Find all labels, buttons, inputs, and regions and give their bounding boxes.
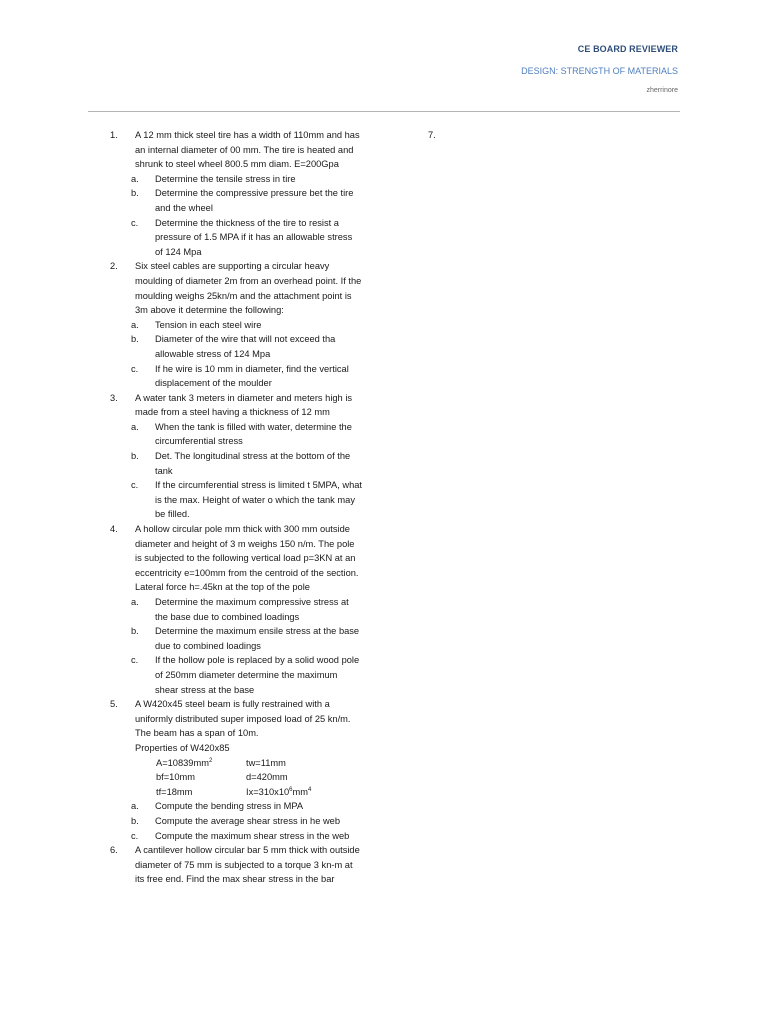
question-5 (110, 697, 362, 755)
sub-text: Compute the maximum shear stress in the web (155, 830, 350, 841)
sub-item (110, 172, 362, 187)
sub-label: a. (131, 801, 139, 812)
sub-text: When the tank is filled with water, determine the circumferential stress (155, 421, 352, 447)
sub-text: Determine the maximum compressive stress at the base due to combined loadings (155, 597, 349, 622)
sub-label: b. (131, 626, 139, 637)
question-7-number: 7. (428, 130, 436, 140)
sub-item (110, 362, 362, 391)
sub-text: If the hollow pole is replaced by a solid wood pole of 250mm diameter determine the maximum shear stress at the base (155, 655, 360, 695)
question-1 (110, 128, 362, 172)
sub-item (110, 829, 362, 844)
properties-table (110, 756, 362, 800)
sub-text: Det. The longitudinal stress at the bottom of the tank (155, 451, 351, 476)
sub-item (110, 216, 362, 260)
sub-text: Compute the average shear stress in he web (155, 815, 341, 826)
sub-label: c. (131, 830, 139, 841)
question-text: A 12 mm thick steel tire has a width of 110mm and has an internal diameter of 00 mm. The tire is heated and shrunk to steel wheel 800.5 mm diam. E=200Gpa (135, 130, 360, 170)
question-text: A W420x45 steel beam is fully restrained with a uniformly distributed super imposed load of 25 kn/m. The beam has a span of 10m. (135, 699, 351, 739)
right-column (428, 128, 436, 143)
question-2 (110, 259, 362, 317)
question-text: Six steel cables are supporting a circular heavy moulding of diameter 2m from an overhead point. If the moulding weighs 25kn/m and the attachment point is 3m above it determine the following: (135, 261, 362, 316)
properties-title: Properties of W420x85 (135, 742, 230, 753)
sub-label: b. (131, 188, 139, 199)
sub-item (110, 478, 362, 522)
sub-label: a. (131, 597, 139, 607)
question-number: 4. (110, 524, 118, 535)
sub-text: Compute the bending stress in MPA (155, 801, 304, 812)
sub-label: b. (131, 451, 139, 462)
document-header (521, 44, 678, 94)
question-text: A water tank 3 meters in diameter and meters high is made from a steel having a thickness of 12 mm (135, 392, 353, 418)
left-column (110, 128, 362, 887)
sub-text: If he wire is 10 mm in diameter, find the vertical displacement of the moulder (155, 363, 349, 389)
sub-text: Determine the compressive pressure bet the tire and the wheel (155, 188, 354, 213)
sub-item (110, 449, 362, 478)
question-number: 6. (110, 845, 118, 856)
question-number: 3. (110, 392, 118, 403)
property-cell: $A=10839mm^2$ (156, 757, 213, 768)
sub-text: Diameter of the wire that will not exceed tha allowable stress of 124 Mpa (155, 334, 336, 359)
header-author: zherrinore (646, 87, 678, 94)
header-divider (88, 111, 680, 112)
sub-item (110, 186, 362, 215)
sub-label: c. (131, 480, 139, 491)
question-number: 1. (110, 130, 118, 140)
question-number: 2. (110, 261, 118, 272)
question-3 (110, 391, 362, 420)
sub-item (110, 814, 362, 829)
question-text: A cantilever hollow circular bar 5 mm thick with outside diameter of 75 mm is subjected to a torque 3 kn-m at its free end. Find the max shear stress in the bar (135, 845, 360, 885)
property-cell: tw=11mm (246, 757, 286, 768)
sub-item (110, 318, 362, 333)
sub-item (110, 624, 362, 653)
sub-item (110, 420, 362, 449)
header-subtitle: DESIGN: STRENGTH OF MATERIALS (521, 66, 678, 76)
header-title: CE BOARD REVIEWER (577, 44, 678, 54)
question-number: 5. (110, 699, 118, 710)
sub-label: c. (131, 363, 139, 374)
property-cell: d=420mm (246, 772, 288, 783)
question-6 (110, 843, 362, 887)
sub-item (110, 653, 362, 697)
sub-item (110, 332, 362, 361)
sub-label: c. (131, 217, 139, 228)
sub-text: If the circumferential stress is limited t 5MPA, what is the max. Height of water o which the tank may be filled. (155, 480, 363, 520)
property-cell: tf=18mm (156, 786, 193, 797)
sub-label: c. (131, 655, 139, 666)
sub-label: a. (131, 319, 139, 330)
sub-text: Tension in each steel wire (155, 319, 262, 330)
property-cell: $Ix=310x10^6mm^4$ (246, 786, 312, 797)
question-4 (110, 522, 362, 595)
property-cell: bf=10mm (156, 772, 196, 783)
sub-text: Determine the tensile stress in tire (155, 173, 296, 184)
sub-item (110, 595, 362, 624)
sub-label: a. (131, 173, 139, 184)
sub-label: b. (131, 334, 139, 345)
sub-text: Determine the maximum ensile stress at the base due to combined loadings (155, 626, 360, 651)
sub-item (110, 799, 362, 814)
sub-label: b. (131, 815, 139, 826)
question-text: A hollow circular pole mm thick with 300 mm outside diameter and height of 3 m weighs 150 n/m. The pole is subjected to the following vertical load p=3KN at an eccentricity e=100mm from the centroid of the section. Lateral force h=.45kn at the top of the pole (135, 524, 359, 593)
sub-label: a. (131, 421, 139, 432)
sub-text: Determine the thickness of the tire to resist a pressure of 1.5 MPA if it has an allowable stress of 124 Mpa (155, 217, 353, 257)
